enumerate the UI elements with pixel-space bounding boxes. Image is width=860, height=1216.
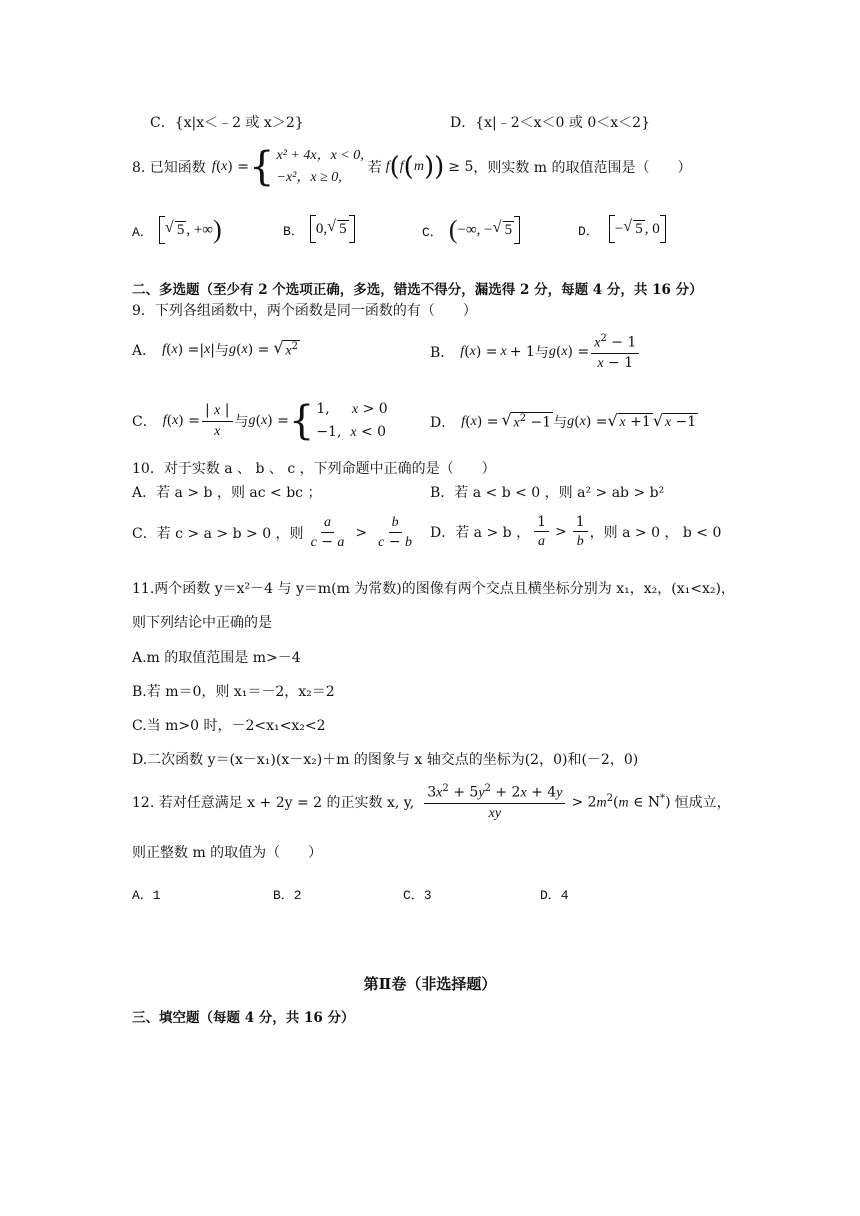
q11-option-a: A.m 的取值范围是 m>－4 [132, 650, 301, 666]
section3-heading: 三、填空题（每题 4 分，共 16 分） [132, 1010, 355, 1026]
q12-option-c: C．3 [403, 888, 432, 903]
q8-option-c: C． ( −∞, − √ 5 [422, 215, 520, 245]
q10-option-d: D．若 a > b ， $\frac{1}{a}$ > $\frac{1}{b}$ ，则 a > 0 ， b < 0 [430, 514, 722, 550]
q8-option-d: D． − √ 5 , 0 [578, 215, 666, 243]
q10-option-b: B．若 a < b < 0 ，则 a² > ab > b² [430, 485, 665, 501]
q12-stem: 12. 若对任意满足 x + 2y = 2 的正实数 x, y, $\frac{3x^2 + 5y^2 + 2x + 4y}{xy}$ > $2m^2(m$ ∈ N*) 恒成立， [132, 783, 731, 821]
q11-option-d: D.二次函数 y＝(x－x₁)(x－x₂)＋m 的图象与 x 轴交点的坐标为(2，0)和(－2，0) [132, 752, 639, 768]
q11-line2: 则下列结论中正确的是 [132, 615, 272, 631]
q10-stem: 10．对于实数 a 、 b 、 c ，下列命题中正确的是（ ） [132, 461, 496, 477]
q11-option-c: C.当 m>0 时，－2<x₁<x₂<2 [132, 718, 326, 734]
q8-option-a: A． √ 5 , +∞ ) [132, 215, 222, 245]
q8-stem: 8. 已知函数 f ( x ) = { x² + 4x，x < 0, −x²，x ≥ 0, 若 f ( f ( m ) ) ≥ 5 ，则实数 m 的取值范围是（ ） [132, 144, 692, 190]
q12-stem-prefix: 12. 若对任意满足 x + 2y = 2 的正实数 x, y, [132, 795, 415, 812]
q9-option-b: B． f ( x ) = x + 1 与 g ( x ) = $\frac{x^2 - 1}{x - 1}$ [430, 333, 641, 372]
q10-option-a: A．若 a > b ，则 ac < bc ； [132, 485, 322, 501]
q12-line2: 则正整数 m 的取值为（ ） [132, 845, 323, 861]
section2-heading: 二、多选题（至少有 2 个选项正确，多选，错选不得分，漏选得 2 分，每题 4 分，共 16 分） [132, 282, 703, 298]
q12-option-a: A．1 [132, 888, 161, 903]
q9-stem: 9．下列各组函数中，两个函数是同一函数的有（ ） [132, 303, 477, 319]
q11-option-b: B.若 m＝0，则 x₁＝－2，x₂＝2 [132, 684, 335, 700]
q8-stem-suffix: ，则实数 m 的取值范围是（ ） [473, 160, 692, 176]
q8-piecewise-brace: { [249, 144, 275, 190]
q12-option-d: D．4 [540, 888, 569, 903]
q8-option-b: B． 0, √ 5 [283, 215, 355, 243]
q8-stem-prefix: 8. 已知函数 [132, 160, 206, 176]
q11-line1: 11.两个函数 y＝x²－4 与 y＝m(m 为常数)的图像有两个交点且横坐标分别为 x₁，x₂，(x₁<x₂)， [132, 581, 735, 597]
q9-option-d: D． f ( x ) = √ $x^2 -1$ 与 g ( x ) = √ x +1 √ x −1 [430, 412, 698, 432]
q8-piecewise [277, 145, 364, 189]
q7-option-d: D．{x|﹣2＜x＜0 或 0＜x＜2} [450, 115, 650, 131]
q8-piece-1: x² + 4x，x < 0, [276, 148, 364, 163]
q9-option-c: C． f ( x ) = $\frac{| x |}{x}$ 与 g ( x ) = { 1, x > 0 −1, x < 0 [132, 398, 388, 444]
q8-stem-mid: 若 [367, 160, 382, 176]
q12-option-b: B．2 [273, 888, 302, 903]
q12-stem-suffix: 恒成立， [674, 795, 731, 812]
q10-option-c: C．若 c > a > b > 0 ，则 $\frac{a}{c - a}$ > $\frac{b}{c - b}$ [132, 515, 413, 551]
q8-piece-2: −x²，x ≥ 0, [276, 170, 342, 185]
q7-option-c: C．{x|x＜﹣2 或 x＞2} [150, 115, 304, 131]
part2-title: 第Ⅱ卷（非选择题） [363, 975, 497, 993]
q9-option-a: A． f ( x ) =| x | 与 g ( x ) = √ $x^2$ [132, 340, 300, 360]
